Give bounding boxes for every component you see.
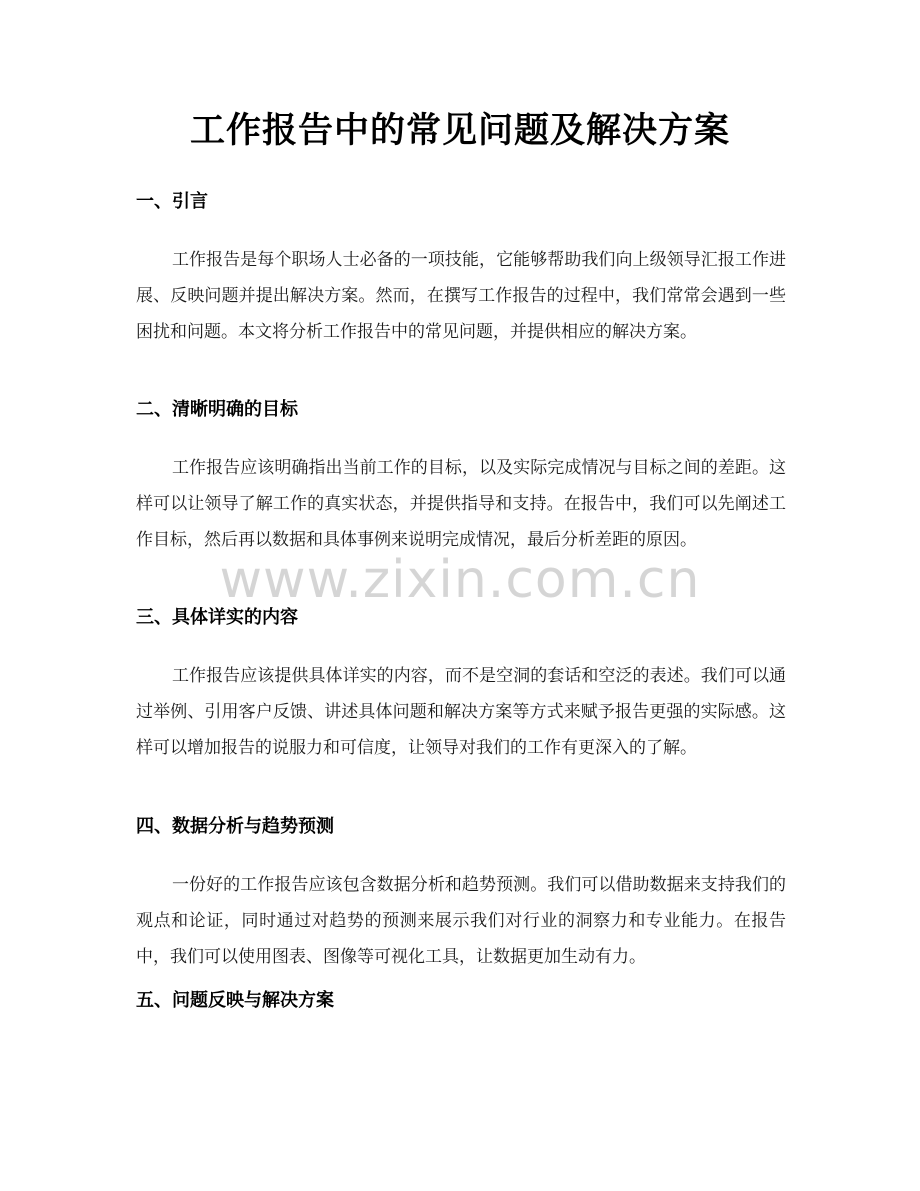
section-paragraph: 工作报告应该明确指出当前工作的目标，以及实际完成情况与目标之间的差距。这样可以让领导了解工作的真实状态，并提供指导和支持。在报告中，我们可以先阐述工作目标，然后再以数据和具体事例来说明完成情况，最后分析差距的原因。 bbox=[136, 458, 786, 550]
section-clear-goals bbox=[136, 398, 786, 558]
section-heading: 一、引言 bbox=[136, 191, 208, 212]
section-paragraph: 工作报告是每个职场人士必备的一项技能，它能够帮助我们向上级领导汇报工作进展、反映问题并提出解决方案。然而，在撰写工作报告的过程中，我们常常会遇到一些困扰和问题。本文将分析工作报告中的常见问题，并提供相应的解决方案。 bbox=[136, 250, 786, 342]
section-data-analysis bbox=[136, 815, 786, 975]
section-paragraph: 一份好的工作报告应该包含数据分析和趋势预测。我们可以借助数据来支持我们的观点和论证，同时通过对趋势的预测来展示我们对行业的洞察力和专业能力。在报告中，我们可以使用图表、图像等可视化工具，让数据更加生动有力。 bbox=[136, 875, 786, 967]
section-heading: 二、清晰明确的目标 bbox=[136, 399, 298, 420]
section-heading: 五、问题反映与解决方案 bbox=[136, 990, 334, 1011]
section-detailed-content bbox=[136, 606, 786, 766]
watermark: www.zixin.com.cn bbox=[219, 550, 701, 610]
section-problem-solutions bbox=[136, 989, 786, 1013]
document-title: 工作报告中的常见问题及解决方案 bbox=[189, 111, 730, 151]
section-heading: 四、数据分析与趋势预测 bbox=[136, 816, 334, 837]
section-heading: 三、具体详实的内容 bbox=[136, 607, 298, 628]
section-paragraph: 工作报告应该提供具体详实的内容，而不是空洞的套话和空泛的表述。我们可以通过举例、引用客户反馈、讲述具体问题和解决方案等方式来赋予报告更强的实际感。这样可以增加报告的说服力和可信度，让领导对我们的工作有更深入的了解。 bbox=[136, 666, 786, 758]
section-introduction bbox=[136, 190, 786, 350]
